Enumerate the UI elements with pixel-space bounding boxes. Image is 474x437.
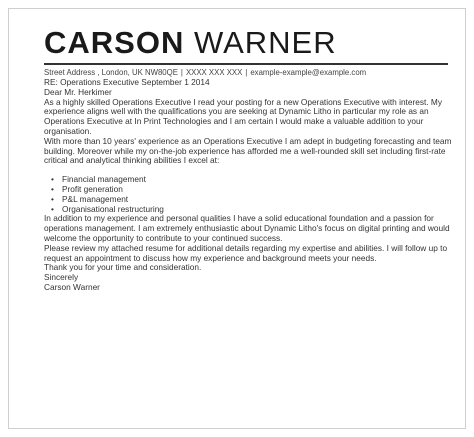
signature-name: Carson Warner bbox=[44, 281, 100, 292]
list-item: • Profit generation bbox=[62, 185, 454, 195]
letter-content bbox=[44, 27, 454, 293]
list-item: • P&L management bbox=[62, 195, 454, 205]
contact-separator: | bbox=[245, 68, 248, 77]
paragraph-qualities: In addition to my experience and personal qualities I have a solid educational foundation and a passion for operations management. I am extremely enthusiastic about Dynamic Litho's focus on digital printing and would welcome the opportunity to contribute to your continued success. bbox=[44, 213, 450, 243]
paragraph-follow-up: Please review my attached resume for additional details regarding my expertise and abilities. I will follow up to request an appointment to discuss how my experience and background meets your needs. bbox=[44, 242, 448, 263]
contact-address: Street Address , London, UK NW80QE bbox=[44, 68, 178, 77]
subject-line: RE: Operations Executive September 1 2014 bbox=[44, 77, 210, 87]
salutation: Dear Mr. Herkimer bbox=[44, 86, 112, 97]
header-divider bbox=[44, 63, 448, 65]
paragraph-experience: With more than 10 years' experience as an Operations Executive I am adept in budgeting forecasting and team building. Moreover while my on-the-job experience has afforded me a well-rounded skill set including first-rate critical and analytical thinking abilities I excel at: bbox=[44, 135, 452, 166]
last-name: WARNER bbox=[193, 25, 337, 60]
contact-email: example-example@example.com bbox=[250, 68, 367, 77]
list-item: • Organisational restructuring bbox=[62, 205, 454, 215]
first-name: CARSON bbox=[44, 25, 185, 60]
thanks-line: Thank you for your time and consideration. bbox=[44, 262, 202, 273]
paragraph-intro: As a highly skilled Operations Executive I read your posting for a new Operations Executive with interest. My experience aligns well with the qualifications you are seeking at Dynamic Litho in particular my role as an Operations Executive at In Print Technologies and I am certain I would make a valuable addition to your organisation. bbox=[44, 96, 442, 136]
applicant-name bbox=[44, 27, 454, 59]
closing: Sincerely bbox=[44, 272, 79, 283]
contact-separator: | bbox=[180, 68, 183, 77]
skills-list bbox=[44, 175, 454, 214]
letter-body bbox=[44, 78, 454, 293]
list-item: • Financial management bbox=[62, 175, 454, 185]
contact-phone: XXXX XXX XXX bbox=[185, 68, 243, 77]
letter-page bbox=[8, 8, 466, 429]
